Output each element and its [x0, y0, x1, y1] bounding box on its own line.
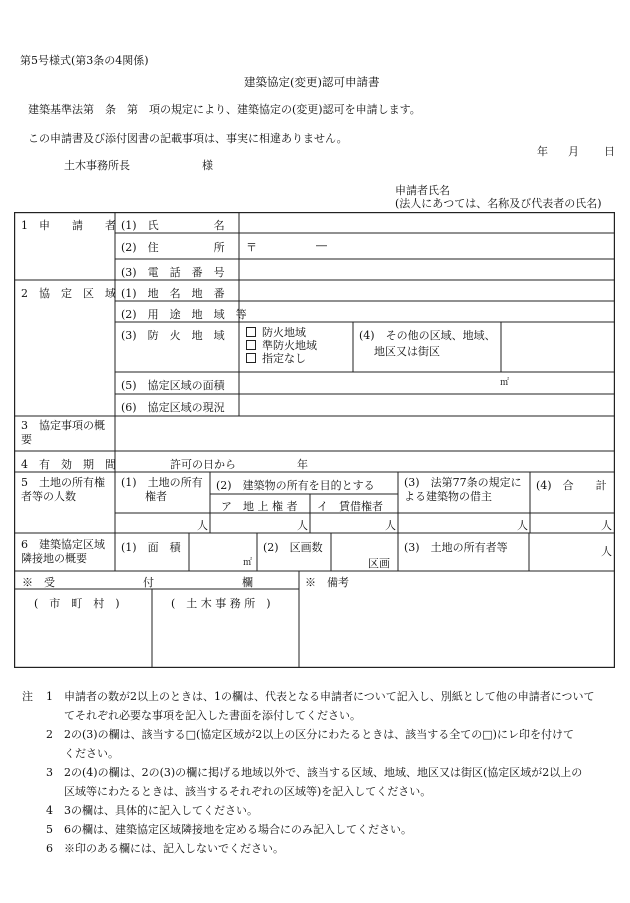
note-item: [22, 820, 618, 839]
note-number: 6: [46, 842, 53, 855]
note-text: 6の欄は、建築協定区域隣接地を定める場合にのみ記入してください。: [64, 823, 412, 836]
s5-unit-5: 人: [601, 519, 612, 532]
note-text: 2の(4)の欄は、2の(3)の欄に掲げる地域以外で、該当する区域、地域、地区又は街区(協定区域が2以上の: [64, 766, 583, 779]
s4-year: 年: [297, 458, 308, 471]
s5-c4: (4) 合 計: [536, 479, 607, 492]
notes: [22, 687, 618, 858]
note-text: 3の欄は、具体的に記入してください。: [64, 804, 258, 817]
s5-c2b: イ 賃借権者: [317, 500, 383, 513]
note-text-cont: てそれぞれ必要な事項を記入した書面を添付してください。: [64, 709, 361, 722]
fire-option-label: 防火地域: [262, 326, 306, 339]
s4-from: 許可の日から: [170, 458, 236, 471]
s6-owners-label: (3) 土地の所有者等: [404, 541, 508, 554]
fire-option-label: 指定なし: [262, 352, 306, 365]
applicant-name-label: 申請者氏名: [395, 184, 450, 197]
remarks-label: ※ 備考: [305, 576, 349, 589]
note-text: 申請者の数が2以上のときは、1の欄は、代表となる申請者について記入し、別紙として他の申請者について: [64, 690, 595, 703]
s2-area-label: 2 協 定 区 域: [21, 287, 116, 300]
s4-label: 4 有 効 期 間: [21, 458, 116, 471]
applicant-note: (法人にあつては、名称及び代表者の氏名): [395, 197, 602, 210]
date-year: 年: [537, 145, 548, 158]
note-text-cont: ください。: [64, 747, 119, 760]
note-number: 2: [46, 728, 53, 741]
s2-area-unit: ㎡: [500, 378, 510, 388]
fire-option-label: 準防火地域: [262, 339, 317, 352]
note-number: 3: [46, 766, 53, 779]
s2-area-size-label: (5) 協定区域の面積: [121, 379, 225, 392]
form-number: 第5号様式(第3条の4関係): [20, 54, 149, 67]
s6-area-label: (1) 面 積: [121, 541, 181, 554]
s1-address-label: (2) 住 所: [121, 241, 225, 254]
checkbox-icon: [246, 327, 256, 337]
s5-label: [21, 476, 105, 504]
note-item: [22, 801, 618, 820]
note-number: 4: [46, 804, 53, 817]
note-number: 1: [46, 690, 53, 703]
fire-option-2[interactable]: [246, 339, 317, 352]
s2-other-label-b: 地区又は街区: [374, 345, 440, 358]
s6-label: [21, 538, 105, 566]
s5-c1-a: (1) 土地の所有: [121, 476, 203, 489]
note-item: [22, 687, 618, 725]
note-item: [22, 839, 618, 858]
s6-owners-unit: 人: [601, 545, 612, 558]
s2-use-label: (2) 用 途 地 域 等: [121, 308, 247, 321]
s5-unit-4: 人: [517, 519, 528, 532]
date-day: 日: [604, 145, 615, 158]
s6-area-unit: ㎡: [243, 558, 253, 568]
note-text-cont: 区域等にわたるときは、該当するそれぞれの区域等)を記入してください。: [64, 785, 432, 798]
reception-city: ( 市 町 村 ): [34, 597, 120, 610]
s2-place-label: (1) 地 名 地 番: [121, 287, 225, 300]
note-number: 5: [46, 823, 53, 836]
s5-c2: (2) 建築物の所有を目的とする: [216, 479, 375, 492]
s5-c1: [121, 476, 203, 504]
s5-unit-3: 人: [385, 519, 396, 532]
s5-unit-1: 人: [197, 519, 208, 532]
s2-other-label-a: (4) その他の区域、地域、: [359, 329, 496, 342]
s6-lots-unit: 区画: [368, 557, 390, 570]
note-text: 2の(3)の欄は、該当する□(協定区域が2以上の区分にわたるときは、該当する全ての□)にレ印を付けて: [64, 728, 574, 741]
s1-applicant-label: 1 申 請 者: [21, 219, 116, 232]
s1-phone-label: (3) 電 話 番 号: [121, 266, 225, 279]
s2-status-label: (6) 協定区域の現況: [121, 401, 225, 414]
declaration-text: この申請書及び添付図書の記載事項は、事実に相違ありません。: [28, 132, 348, 145]
s5-c1-b: 権者: [145, 490, 167, 503]
fire-option-1[interactable]: [246, 326, 317, 339]
s5-unit-2: 人: [297, 519, 308, 532]
addressee: 土木事務所長: [64, 159, 130, 172]
fire-options: [246, 326, 317, 365]
s5-c3-a: (3) 法第77条の規定に: [404, 476, 522, 489]
page-title: 建築協定(変更)認可申請書: [244, 75, 380, 89]
reception-label: ※ 受 付 欄: [22, 576, 253, 589]
s5-c3: [404, 476, 522, 504]
s5-label-a: 5 土地の所有権: [21, 476, 105, 489]
s3-label: [21, 419, 105, 447]
reception-office: ( 土 木 事 務 所 ): [171, 597, 271, 610]
note-item: [22, 763, 618, 801]
honorific: 様: [202, 159, 213, 172]
postal-dash: ―: [316, 239, 327, 252]
s3-label-a: 3 協定事項の概: [21, 419, 105, 432]
checkbox-icon: [246, 340, 256, 350]
s5-c2a: ア 地 上 権 者: [221, 500, 298, 513]
postal-mark: 〒: [246, 241, 257, 254]
fire-option-3[interactable]: [246, 352, 317, 365]
note-text: ※印のある欄には、記入しないでください。: [64, 842, 284, 855]
s6-label-b: 隣接地の概要: [21, 552, 87, 565]
s2-fire-label: (3) 防 火 地 域: [121, 329, 225, 342]
s6-lots-label: (2) 区画数: [263, 541, 323, 554]
s6-label-a: 6 建築協定区域: [21, 538, 105, 551]
intro-text: 建築基準法第 条 第 項の規定により、建築協定の(変更)認可を申請します。: [28, 103, 421, 116]
application-form: [14, 212, 615, 668]
date-month: 月: [568, 145, 579, 158]
checkbox-icon: [246, 353, 256, 363]
s3-label-b: 要: [21, 433, 32, 446]
s1-name-label: (1) 氏 名: [121, 219, 225, 232]
note-item: [22, 725, 618, 763]
s5-label-b: 者等の人数: [21, 490, 76, 503]
notes-lead: 注: [22, 690, 33, 703]
s5-c3-b: よる建築物の借主: [404, 490, 492, 503]
